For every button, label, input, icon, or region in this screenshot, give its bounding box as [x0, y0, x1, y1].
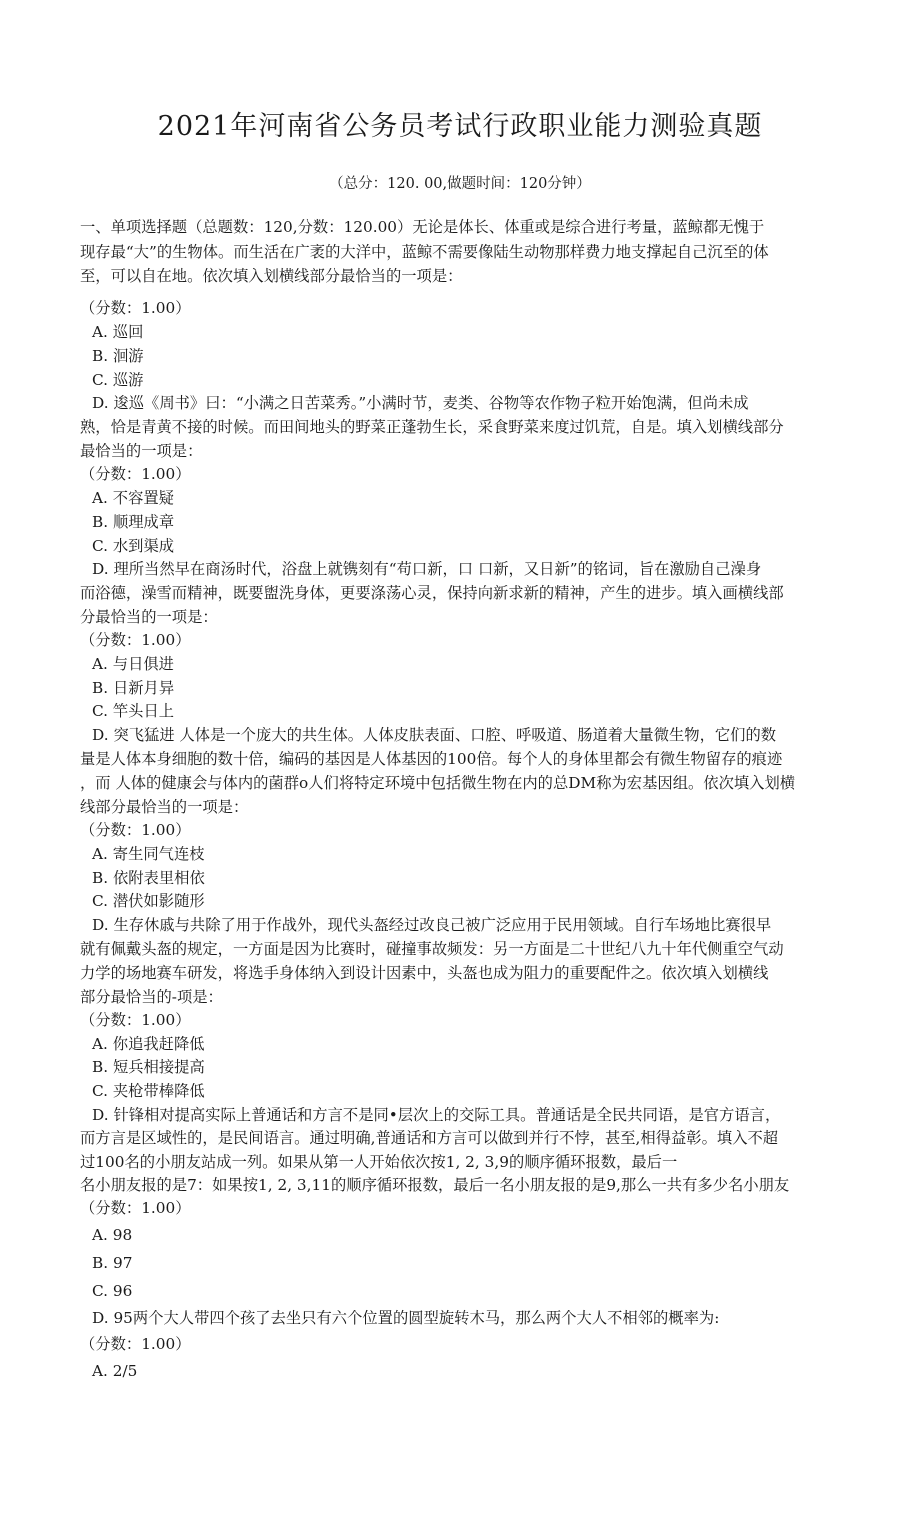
score-line: （分数：1.00）: [80, 1011, 191, 1029]
text-line: 力学的场地赛车研发，将选手身体纳入到设计因素中，头盔也成为阻力的重要配件之。依次填入划横线: [80, 964, 769, 982]
option-line: D. 95两个大人带四个孩了去坐只有六个位置的圆型旋转木马，那么两个大人不相邻的概率为:: [92, 1309, 720, 1327]
text-line: 过100名的小朋友站成一列。如果从第一人开始依次按1, 2, 3,9的顺序循环报数，最后一: [80, 1153, 678, 1171]
text-line: 部分最恰当的-项是：: [80, 988, 223, 1006]
option-line: C. 夹枪带棒降低: [92, 1082, 205, 1100]
option-line: C. 96: [92, 1282, 133, 1300]
option-line: C. 水到渠成: [92, 537, 175, 555]
page-title: 2021年河南省公务员考试行政职业能力测验真题: [157, 111, 763, 142]
score-line: （分数：1.00）: [80, 465, 191, 483]
text-line: ，而 人体的健康会与体内的菌群o人们将特定环境中包括微生物在内的总DM称为宏基因组。依次填入划横: [80, 774, 796, 792]
option-line: D. 生存休戚与共除了用于作战外，现代头盔经过改良己被广泛应用于民用领域。自行车场地比赛很早: [92, 916, 772, 934]
text-line: 现存最“大”的生物体。而生活在广袤的大洋中，蓝鲸不需要像陆生动物那样费力地支撑起自己沉至的体: [80, 243, 769, 261]
option-line: C. 巡游: [92, 371, 144, 389]
score-line: （分数：1.00）: [80, 821, 191, 839]
option-line: A. 与日俱进: [92, 655, 174, 673]
option-line: A. 你追我赶降低: [92, 1035, 205, 1053]
option-line: A. 巡回: [92, 323, 144, 341]
exam-info: （总分：120. 00,做题时间：120分钟）: [329, 176, 591, 192]
option-line: B. 洄游: [92, 347, 144, 365]
option-line: A. 98: [92, 1226, 133, 1244]
option-line: C. 竿头日上: [92, 702, 175, 720]
score-line: （分数：1.00）: [80, 299, 191, 317]
text-line: 而浴德，澡雪而精神，既要盥洗身体，更要涤荡心灵，保持向新求新的精神，产生的进步。填入画横线部: [80, 584, 784, 602]
option-line: A. 寄生同气连枝: [92, 845, 205, 863]
text-line: 分最恰当的一项是：: [80, 608, 218, 626]
score-line: （分数：1.00）: [80, 1199, 191, 1217]
text-line: 至，可以自在地。依次填入划横线部分最恰当的一项是：: [80, 267, 463, 285]
score-line: （分数：1.00）: [80, 1335, 191, 1353]
text-line: 而方言是区域性的，是民间语言。通过明确,普通话和方言可以做到并行不悖，甚至,相得益彰。填入不超: [80, 1129, 779, 1147]
option-line: D. 理所当然早在商汤时代，浴盘上就镌刻有“苟口新，口 口新，又日新”的铭词，旨在激励自己澡身: [92, 560, 762, 578]
text-line: 名小朋友报的是7：如果按1, 2, 3,11的顺序循环报数，最后一名小朋友报的是9,那么一共有多少名小朋友: [80, 1176, 790, 1194]
option-line: C. 潜伏如影随形: [92, 892, 205, 910]
option-line: A. 2/5: [92, 1362, 138, 1380]
text-line: 熟，恰是青黄不接的时候。而田间地头的野菜正蓬勃生长，采食野菜来度过饥荒，自是。填入划横线部分: [80, 418, 784, 436]
score-line: （分数：1.00）: [80, 631, 191, 649]
text-line: 量是人体本身细胞的数十倍，编码的基因是人体基因的100倍。每个人的身体里都会有微生物留存的痕迹: [80, 750, 783, 768]
text-line: 就有佩戴头盔的规定，一方面是因为比赛时，碰撞事故频发：另一方面是二十世纪八九十年代侧重空气动: [80, 940, 784, 958]
text-line: 最恰当的一项是：: [80, 442, 203, 460]
option-line: D. 逡巡《周书》曰：“小满之日苦菜秀。”小满时节，麦类、谷物等农作物子粒开始饱满，但尚未成: [92, 394, 749, 412]
option-line: D. 针锋相对提高实际上普通话和方言不是同•层次上的交际工具。普通话是全民共同语，是官方语言，: [92, 1106, 781, 1124]
option-line: B. 日新月异: [92, 679, 175, 697]
text-line: 一、单项选择题（总题数：120,分数：120.00）无论是体长、体重或是综合进行考量，蓝鲸都无愧于: [80, 218, 765, 236]
option-line: B. 依附表里相依: [92, 869, 205, 887]
option-line: B. 97: [92, 1254, 133, 1272]
text-line: 线部分最恰当的一项是：: [80, 798, 249, 816]
option-line: A. 不容置疑: [92, 489, 174, 507]
option-line: B. 短兵相接提高: [92, 1058, 205, 1076]
option-line: D. 突飞猛进 人体是一个庞大的共生体。人体皮肤表面、口腔、呼吸道、肠道着大量微生物，它们的数: [92, 726, 777, 744]
option-line: B. 顺理成章: [92, 513, 175, 531]
